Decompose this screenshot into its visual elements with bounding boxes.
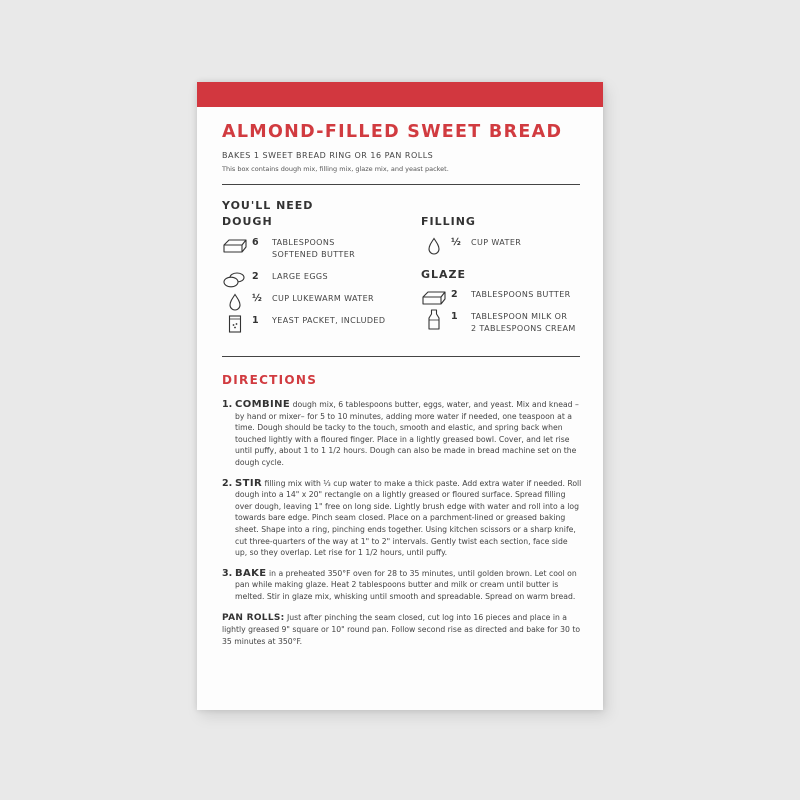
dough-heading: DOUGH: [222, 215, 273, 228]
ingredient-text: TABLESPOONS BUTTER: [471, 290, 571, 299]
step-text: in a preheated 350°F oven for 28 to 35 minutes, until golden brown. Let cool on pan while making glaze. Heat 2 tablespoons butter and milk or cream until butter is melted. Stir in glaze mix, whisking until smooth and spreadable. Spread on warm bread.: [235, 568, 577, 601]
step-text: dough mix, 6 tablespoons butter, eggs, water, and yeast. Mix and knead – by hand or mixer– for 5 to 10 minutes, adding more water if needed, one teaspoon at a time. Dough should be tacky to the touch, smooth and elastic, and spring back when touched lightly with a floured finger. Place in a lightly greased bowl. Cover, and let rise until puffy, about 1 to 1 1/2 hours. Dough can also be made in bread machine set on the dough cycle.: [235, 400, 579, 467]
ingredient-qty: ½: [451, 237, 461, 248]
ingredient-text: CUP WATER: [471, 238, 522, 247]
youll-need-heading: YOU'LL NEED: [222, 199, 314, 212]
direction-step: [222, 399, 582, 469]
milk-bottle-icon: [421, 311, 447, 329]
ingredient-qty: 2: [252, 271, 259, 282]
ingredient-qty: 1: [451, 311, 458, 322]
ingredient-text: TABLESPOON MILK OR 2 TABLESPOONS CREAM: [471, 312, 576, 333]
ingredient-water: [222, 293, 374, 311]
directions-section: [222, 373, 582, 647]
ingredient-yeast: [222, 315, 385, 333]
filling-water: [421, 237, 521, 255]
pan-rolls-label: PAN ROLLS:: [222, 612, 285, 623]
red-top-band: [197, 82, 603, 107]
directions-heading: DIRECTIONS: [222, 373, 318, 387]
direction-step: [222, 478, 582, 559]
ingredient-text: LARGE EGGS: [272, 272, 328, 281]
ingredient-text: YEAST PACKET, INCLUDED: [272, 316, 386, 325]
butter-stick-icon: [222, 237, 248, 255]
butter-stick-icon: [421, 289, 447, 307]
ingredients-section: [222, 185, 582, 356]
box-contents-note: This box contains dough mix, filling mix, glaze mix, and yeast packet.: [222, 165, 449, 173]
step-number: 2.: [222, 477, 233, 489]
eggs-icon: [222, 271, 248, 289]
ingredient-text: CUP LUKEWARM WATER: [272, 294, 374, 303]
step-text: filling mix with ⅓ cup water to make a thick paste. Add extra water if needed. Roll dough into a 14" x 20" rectangle on a lightly greased or floured surface. Spread filling over dough, leaving 1" free on long side. Lightly brush edge with water and roll into a log towards bare edge. Pinch seam closed. Place on a parchment-lined or greased baking sheet. Shape into a ring, pinching ends together. Using kitchen scissors or a sharp knife, cut three-quarters of the way at 1" to 2" intervals. Gently twist each section, face side up, so they overlap. Let rise for 1 1/2 hours, until puffy.: [235, 478, 582, 558]
pan-rolls-note: [222, 612, 582, 648]
ingredient-text: TABLESPOONS SOFTENED BUTTER: [272, 238, 356, 259]
ingredient-butter: [222, 237, 355, 261]
yeast-packet-icon: [222, 315, 248, 333]
recipe-content: [222, 122, 582, 647]
pan-rolls-text: Just after pinching the seam closed, cut log into 16 pieces and place in a lightly greased 9" square or 10" round pan. Follow second rise as directed and bake for 30 to 35 minutes at 350°F.: [222, 612, 581, 646]
direction-step: [222, 568, 582, 603]
yield-text: BAKES 1 SWEET BREAD RING OR 16 PAN ROLLS: [222, 151, 434, 160]
step-number: 3.: [222, 567, 233, 579]
step-number: 1.: [222, 399, 233, 410]
glaze-butter: [421, 289, 571, 307]
filling-heading: FILLING: [421, 215, 476, 228]
water-drop-icon: [222, 293, 248, 311]
glaze-heading: GLAZE: [421, 268, 467, 281]
step-verb: STIR: [235, 477, 263, 489]
divider-bottom: [222, 356, 580, 357]
ingredient-qty: 2: [451, 289, 458, 300]
ingredient-qty: 6: [252, 237, 259, 248]
ingredient-qty: ½: [252, 293, 262, 304]
step-verb: COMBINE: [235, 399, 291, 410]
step-verb: BAKE: [235, 567, 267, 579]
ingredient-qty: 1: [252, 315, 259, 326]
ingredient-eggs: [222, 271, 328, 289]
water-drop-icon: [421, 237, 447, 255]
glaze-milk: [421, 311, 576, 335]
recipe-box: [197, 82, 603, 710]
recipe-title: ALMOND-FILLED SWEET BREAD: [222, 122, 563, 142]
